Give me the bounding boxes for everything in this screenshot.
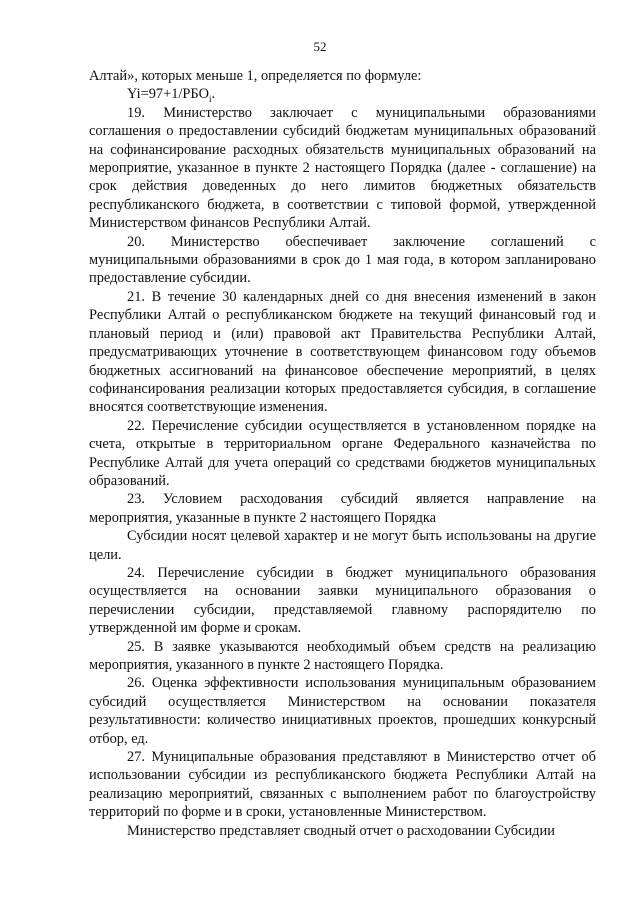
paragraph-25: 25. В заявке указываются необходимый объем средств на реализацию мероприятия, указанного в пункте 2 настоящего Порядка.	[89, 638, 596, 673]
document-body	[89, 67, 596, 840]
paragraph-27-summary: Министерство представляет сводный отчет о расходовании Субсидии	[127, 822, 555, 839]
paragraph-22: 22. Перечисление субсидии осуществляется в установленном порядке на счета, открытые в территориальном органе Федерального казначейства по Республике Алтай для учета операций со средствами бюджетов муниципальных образований.	[89, 417, 596, 489]
paragraph-26: 26. Оценка эффективности использования муниципальным образованием субсидий осуществляется Министерством на основании показателя результативности: количество инициативных проектов, прошедших конкурсный отбор, ед.	[89, 675, 596, 747]
page-number: 52	[313, 39, 327, 54]
formula-main: Yi=97+1/РБО	[127, 86, 209, 103]
paragraph-21: 21. В течение 30 календарных дней со дня внесения изменений в закон Республики Алтай о республиканском бюджете на текущий финансовый год и плановый период и (или) правовой акт Правительства Республики Алтай, предусматривающих уточнение в соответствующем финансовом году объемов бюджетных ассигнований на финансовое обеспечение мероприятий, в целях софинансирования реализации которых предоставляется субсидия, в соглашение вносятся соответствующие изменения.	[89, 288, 596, 416]
paragraph-27: 27. Муниципальные образования представляют в Министерство отчет об использовании субсидии из республиканского бюджета Республики Алтай на реализацию мероприятий, связанных с выполнением работ по благоустройству территорий по форме и в сроки, установленные Министерством.	[89, 749, 596, 821]
paragraph-20: 20. Министерство обеспечивает заключение соглашений с муниципальными образованиями в срок до 1 мая года, в котором запланировано предоставление субсидии.	[89, 233, 596, 287]
paragraph-24: 24. Перечисление субсидии в бюджет муниципального образования осуществляется на основании заявки муниципального образования о перечислении субсидии, представляемой главному распорядителю по утвержденной им форме и срокам.	[89, 564, 596, 637]
formula-tail: .	[211, 86, 216, 103]
paragraph-continuation: Алтай», которых меньше 1, определяется по формуле:	[89, 68, 422, 84]
paragraph-23-subsidies: Субсидии носят целевой характер и не могут быть использованы на другие цели.	[89, 528, 596, 563]
formula-subscript: i	[208, 94, 212, 105]
formula-line	[89, 85, 596, 103]
paragraph-19: 19. Министерство заключает с муниципальными образованиями соглашения о предоставлении субсидий бюджетам муниципальных образований на софинансирование расходных обязательств муниципальных образований на мероприятие, указанное в пункте 2 настоящего Порядка (далее - соглашение) на срок действия доведенных до него лимитов бюджетных обязательств республиканского бюджета, в соответствии с типовой формой, утвержденной Министерством финансов Республики Алтай.	[89, 104, 596, 232]
paragraph-23: 23. Условием расходования субсидий является направление на мероприятия, указанные в пункте 2 настоящего Порядка	[89, 491, 596, 526]
